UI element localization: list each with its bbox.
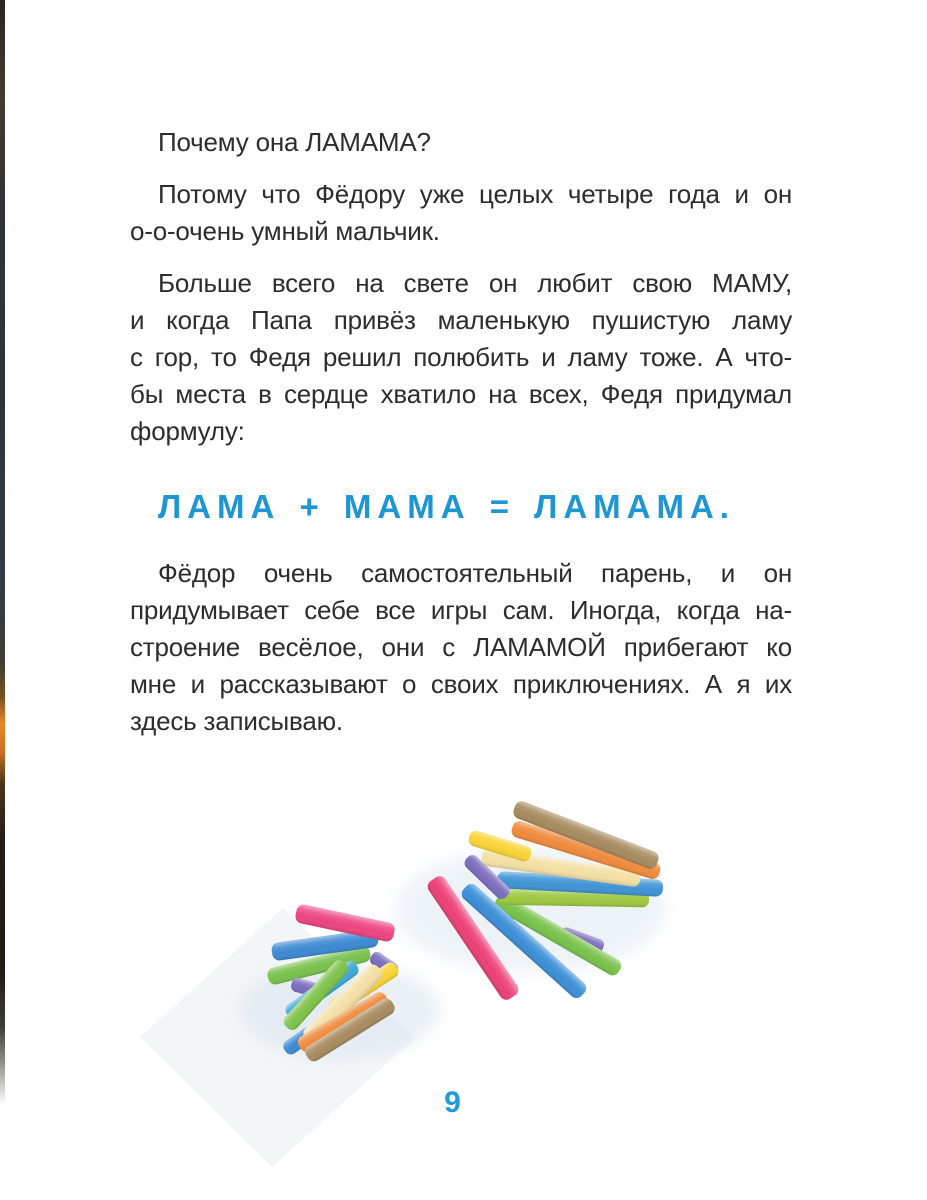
text-line: формулу: <box>130 416 245 446</box>
paragraph <box>130 555 792 740</box>
text-line: придумывает себе все игры сам. Иногда, когда на- <box>130 595 792 625</box>
paragraph <box>130 124 792 161</box>
book-edge-shadow <box>0 0 5 1105</box>
page-number: 9 <box>444 1086 461 1119</box>
text-line: бы места в сердце хватило на всех, Федя придумал <box>130 379 792 409</box>
text-line: и когда Папа привёз маленькую пушистую ламу <box>130 305 792 335</box>
text-line: Потому что Фёдору уже целых четыре года и он <box>158 179 792 209</box>
text-line: с гор, то Федя решил полюбить и ламу тоже. А что- <box>130 342 792 372</box>
page-text <box>130 124 792 755</box>
text-line: о-о-очень умный мальчик. <box>130 216 440 246</box>
paragraph <box>130 265 792 450</box>
text-line: Фёдор очень самостоятельный парень, и он <box>158 558 792 588</box>
text-line: мне и рассказывают о своих приключениях. А я их <box>130 669 792 699</box>
formula-text: ЛАМА + МАМА = ЛАМАМА. <box>158 488 735 525</box>
paragraph <box>130 176 792 250</box>
text-line: Почему она ЛАМАМА? <box>158 127 431 157</box>
text-line: строение весёлое, они с ЛАМАМОЙ прибегают ко <box>130 632 792 662</box>
text-line: Больше всего на свете он любит свою МАМУ, <box>158 268 792 298</box>
text-line: здесь записываю. <box>130 706 343 736</box>
